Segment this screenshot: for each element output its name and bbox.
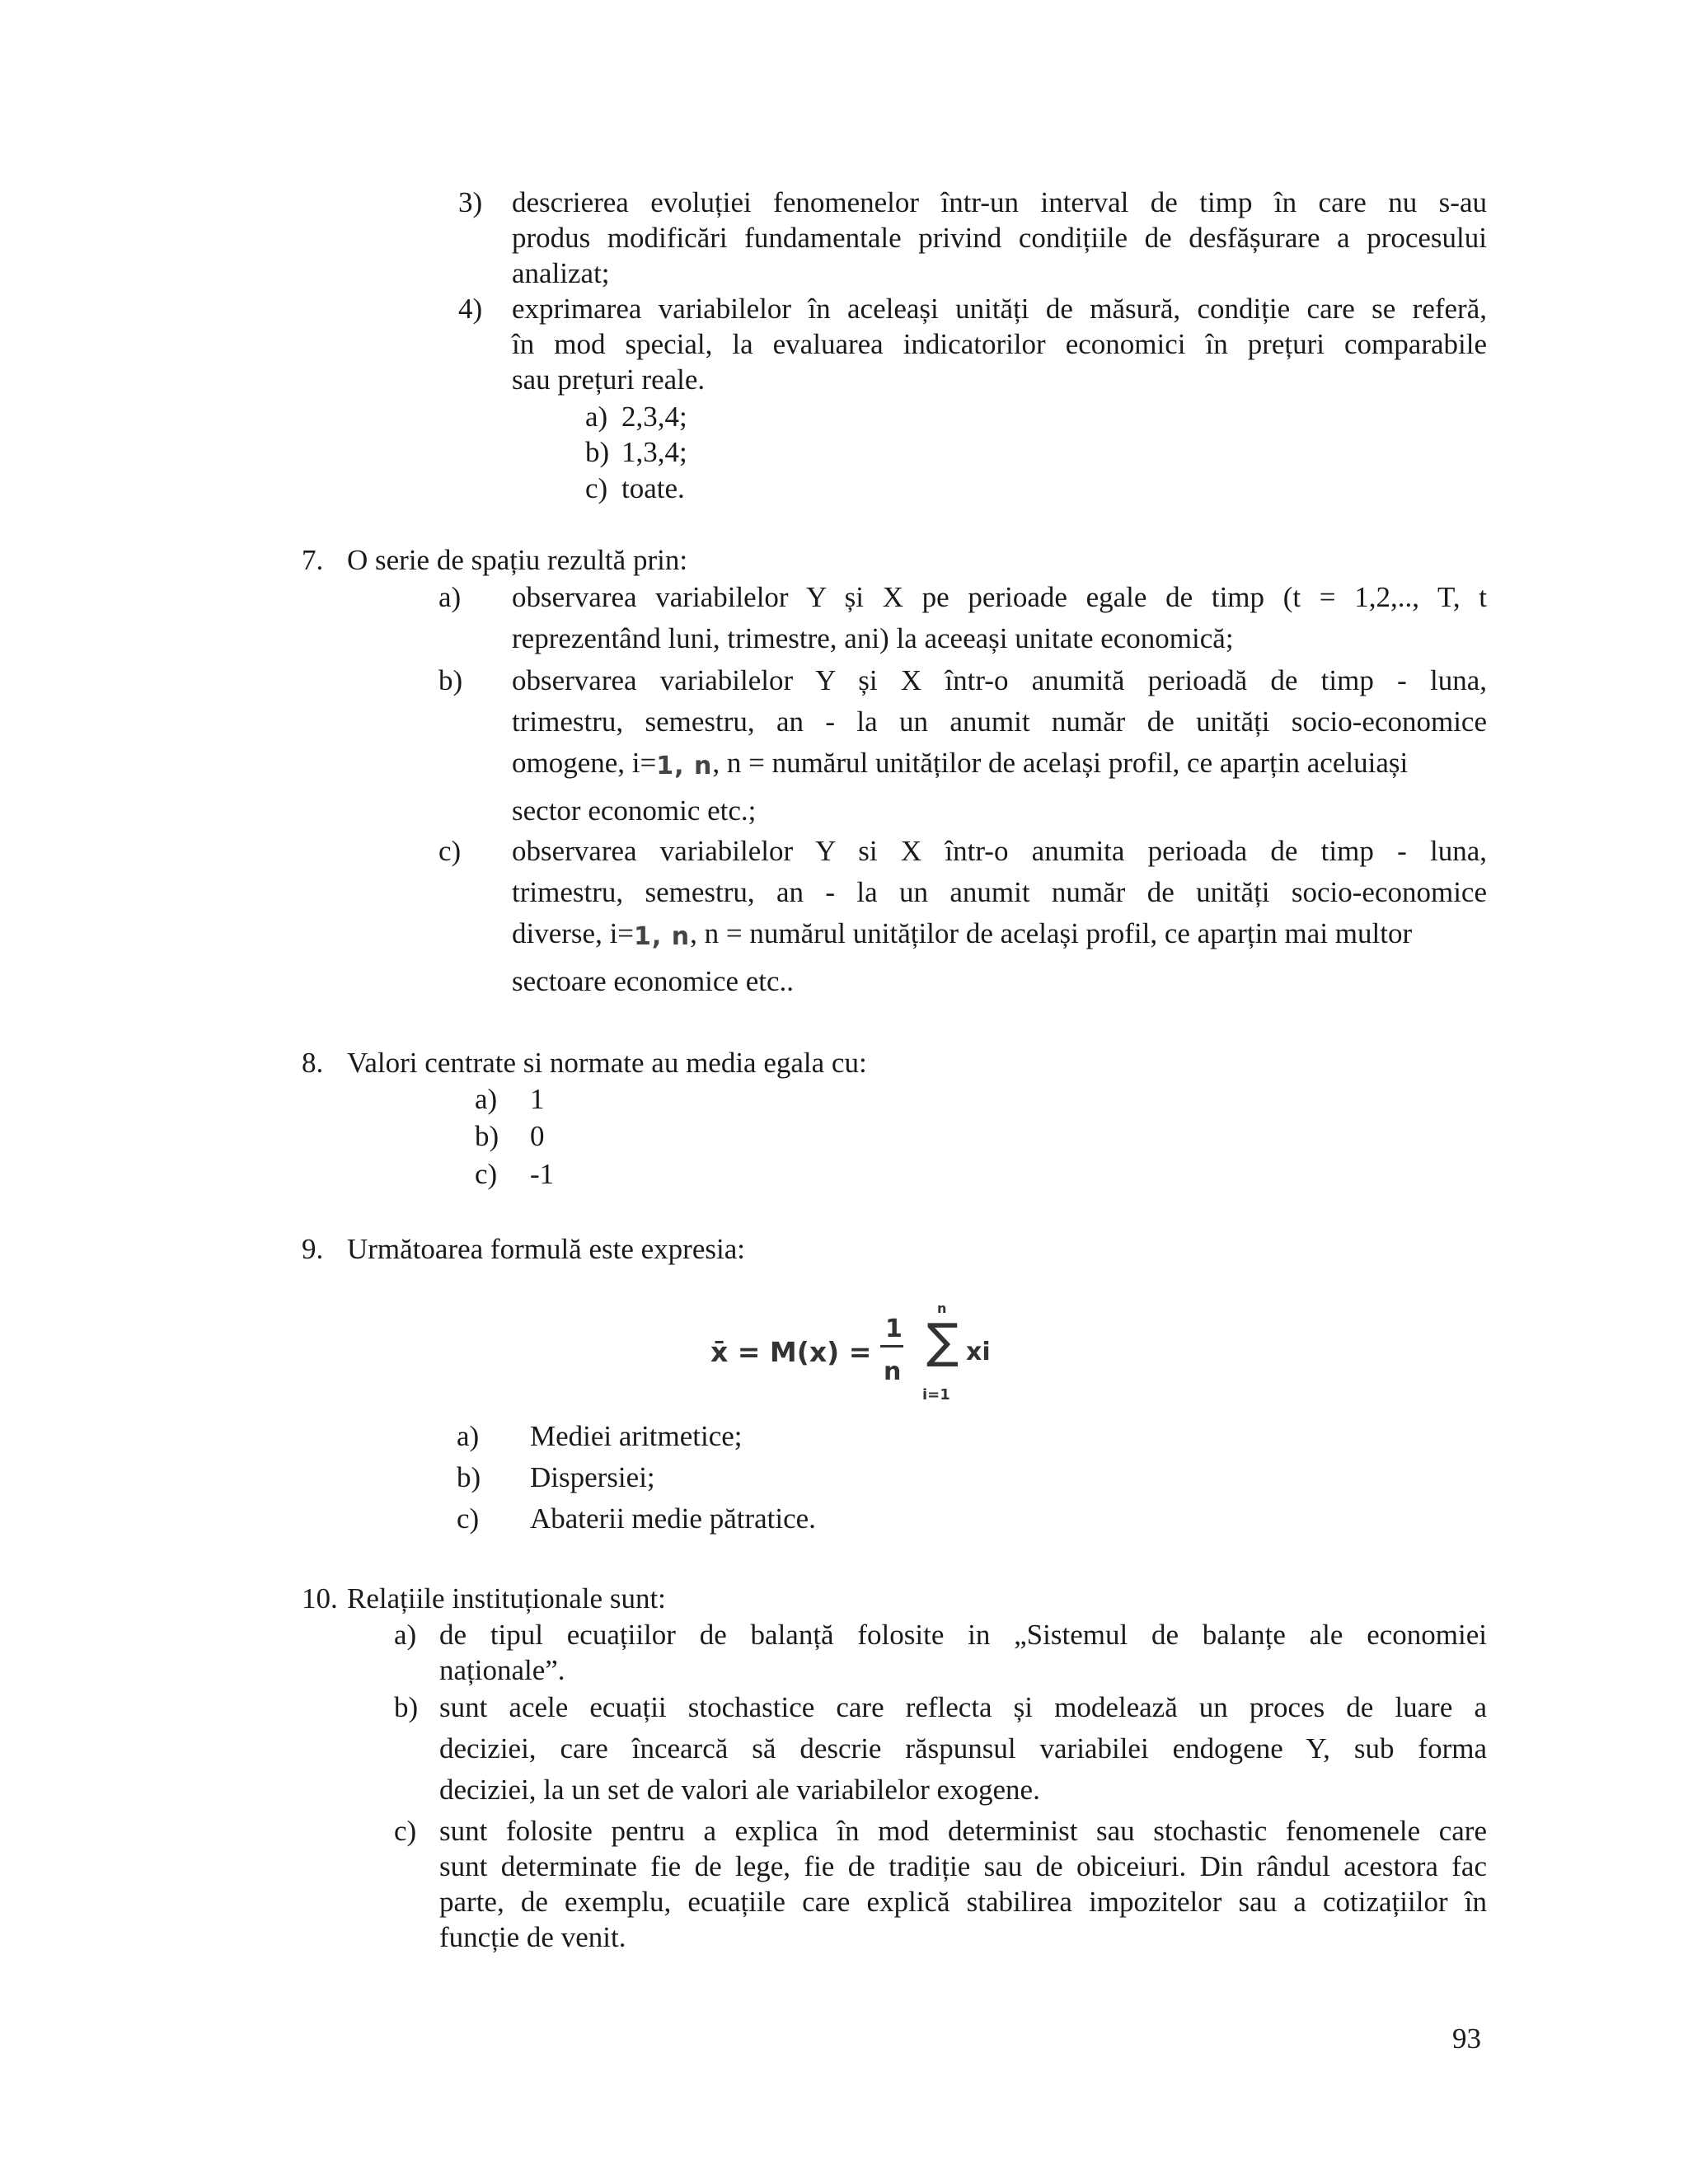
text-line: deciziei, care încearcă să descrie răspunsul variabilei endogene Y, sub forma — [439, 1732, 1487, 1765]
answer-label: a) — [457, 1420, 480, 1452]
text-fragment: , n = numărul unităților de același profil, ce aparțin aceluiași — [712, 747, 1409, 779]
text-line: sectoare economice etc.. — [512, 965, 795, 997]
answer-text: Mediei aritmetice; — [530, 1420, 743, 1452]
answer-text: 1 — [530, 1083, 545, 1115]
text-fragment: omogene, i= — [512, 747, 657, 779]
index-range-image: 1, n — [634, 922, 691, 951]
text-fragment: diverse, i= — [512, 917, 635, 949]
text-line: analizat; — [512, 257, 610, 289]
answer-text: toate. — [621, 472, 685, 504]
sum-upper-limit: n — [937, 1301, 947, 1316]
option-label: a) — [394, 1619, 417, 1651]
text-line: parte, de exemplu, ecuațiile care explică stabilirea impozitelor sau a cotizațiilor în — [439, 1886, 1487, 1918]
formula-lhs: x̄ = M(x) = — [710, 1336, 872, 1368]
option-label: c) — [394, 1815, 417, 1847]
answer-text: 1,3,4; — [621, 436, 687, 468]
text-line: trimestru, semestru, an - la un anumit număr de unități socio-economice — [512, 876, 1487, 908]
answer-text: 0 — [530, 1120, 545, 1152]
question-number: 8. — [302, 1047, 324, 1079]
question-number: 7. — [302, 544, 324, 576]
text-line: observarea variabilelor Y și X într-o anumită perioadă de timp - luna, — [512, 664, 1487, 696]
text-line: trimestru, semestru, an - la un anumit număr de unități socio-economice — [512, 705, 1487, 738]
answer-label: c) — [475, 1158, 498, 1190]
sum-lower-limit: i=1 — [922, 1386, 950, 1404]
index-range-image: 1, n — [656, 752, 713, 780]
text-line: reprezentând luni, trimestre, ani) la aceeași unitate economică; — [512, 622, 1234, 654]
answer-text: 2,3,4; — [621, 401, 687, 433]
mean-formula-image — [710, 1294, 999, 1409]
text-line: sau prețuri reale. — [512, 363, 706, 396]
text-line — [512, 919, 1412, 949]
answer-label: b) — [585, 436, 610, 468]
text-line — [512, 748, 1408, 779]
option-label: b) — [438, 664, 463, 696]
item-number: 4) — [458, 293, 483, 325]
sum-symbol: ∑ — [926, 1313, 959, 1369]
text-line: descrierea evoluției fenomenelor într-un interval de timp în care nu s-au — [512, 186, 1487, 218]
text-fragment: , n = numărul unităților de același profil, ce aparțin mai multor — [690, 917, 1413, 949]
question-stem: Următoarea formulă este expresia: — [347, 1233, 745, 1265]
page-number: 93 — [1452, 2022, 1481, 2055]
text-line: sunt acele ecuații stochastice care reflecta și modelează un proces de luare a — [439, 1691, 1487, 1723]
text-line: funcție de venit. — [439, 1921, 626, 1953]
option-label: b) — [394, 1691, 419, 1723]
formula-term: xi — [966, 1338, 991, 1366]
question-number: 9. — [302, 1233, 324, 1265]
formula-numerator: 1 — [885, 1315, 903, 1343]
answer-text: Abaterii medie pătratice. — [530, 1502, 816, 1535]
text-line: sunt folosite pentru a explica în mod determinist sau stochastic fenomenele care — [439, 1815, 1487, 1847]
question-stem: O serie de spațiu rezultă prin: — [347, 544, 688, 576]
answer-label: b) — [475, 1120, 499, 1152]
option-label: a) — [438, 581, 462, 613]
option-label: c) — [438, 835, 462, 867]
text-line: exprimarea variabilelor în aceleași unități de măsură, condiție care se referă, — [512, 293, 1487, 325]
formula-denominator: n — [884, 1357, 902, 1386]
answer-label: c) — [457, 1502, 480, 1535]
fraction-bar — [880, 1345, 903, 1347]
answer-label: a) — [585, 401, 608, 433]
text-line: naționale”. — [439, 1654, 565, 1686]
text-line: sunt determinate fie de lege, fie de tradiție sau de obiceiuri. Din rândul acestora fac — [439, 1850, 1487, 1882]
answer-label: a) — [475, 1083, 498, 1115]
answer-label: c) — [585, 472, 608, 504]
text-line: de tipul ecuațiilor de balanță folosite in „Sistemul de balanțe ale economiei — [439, 1619, 1487, 1651]
text-line: produs modificări fundamentale privind condițiile de desfășurare a procesului — [512, 222, 1487, 254]
question-stem: Relațiile instituționale sunt: — [347, 1582, 666, 1615]
text-line: în mod special, la evaluarea indicatorilor economici în prețuri comparabile — [512, 328, 1487, 360]
text-line: observarea variabilelor Y și X pe perioade egale de timp (t = 1,2,.., T, t — [512, 581, 1487, 613]
answer-label: b) — [457, 1461, 481, 1493]
question-number: 10. — [302, 1582, 338, 1615]
answer-text: -1 — [530, 1158, 555, 1190]
question-stem: Valori centrate si normate au media egala cu: — [347, 1047, 867, 1079]
text-line: observarea variabilelor Y si X într-o anumita perioada de timp - luna, — [512, 835, 1487, 867]
item-number: 3) — [458, 186, 483, 218]
text-line: deciziei, la un set de valori ale variabilelor exogene. — [439, 1774, 1040, 1806]
text-line: sector economic etc.; — [512, 794, 757, 827]
answer-text: Dispersiei; — [530, 1461, 655, 1493]
